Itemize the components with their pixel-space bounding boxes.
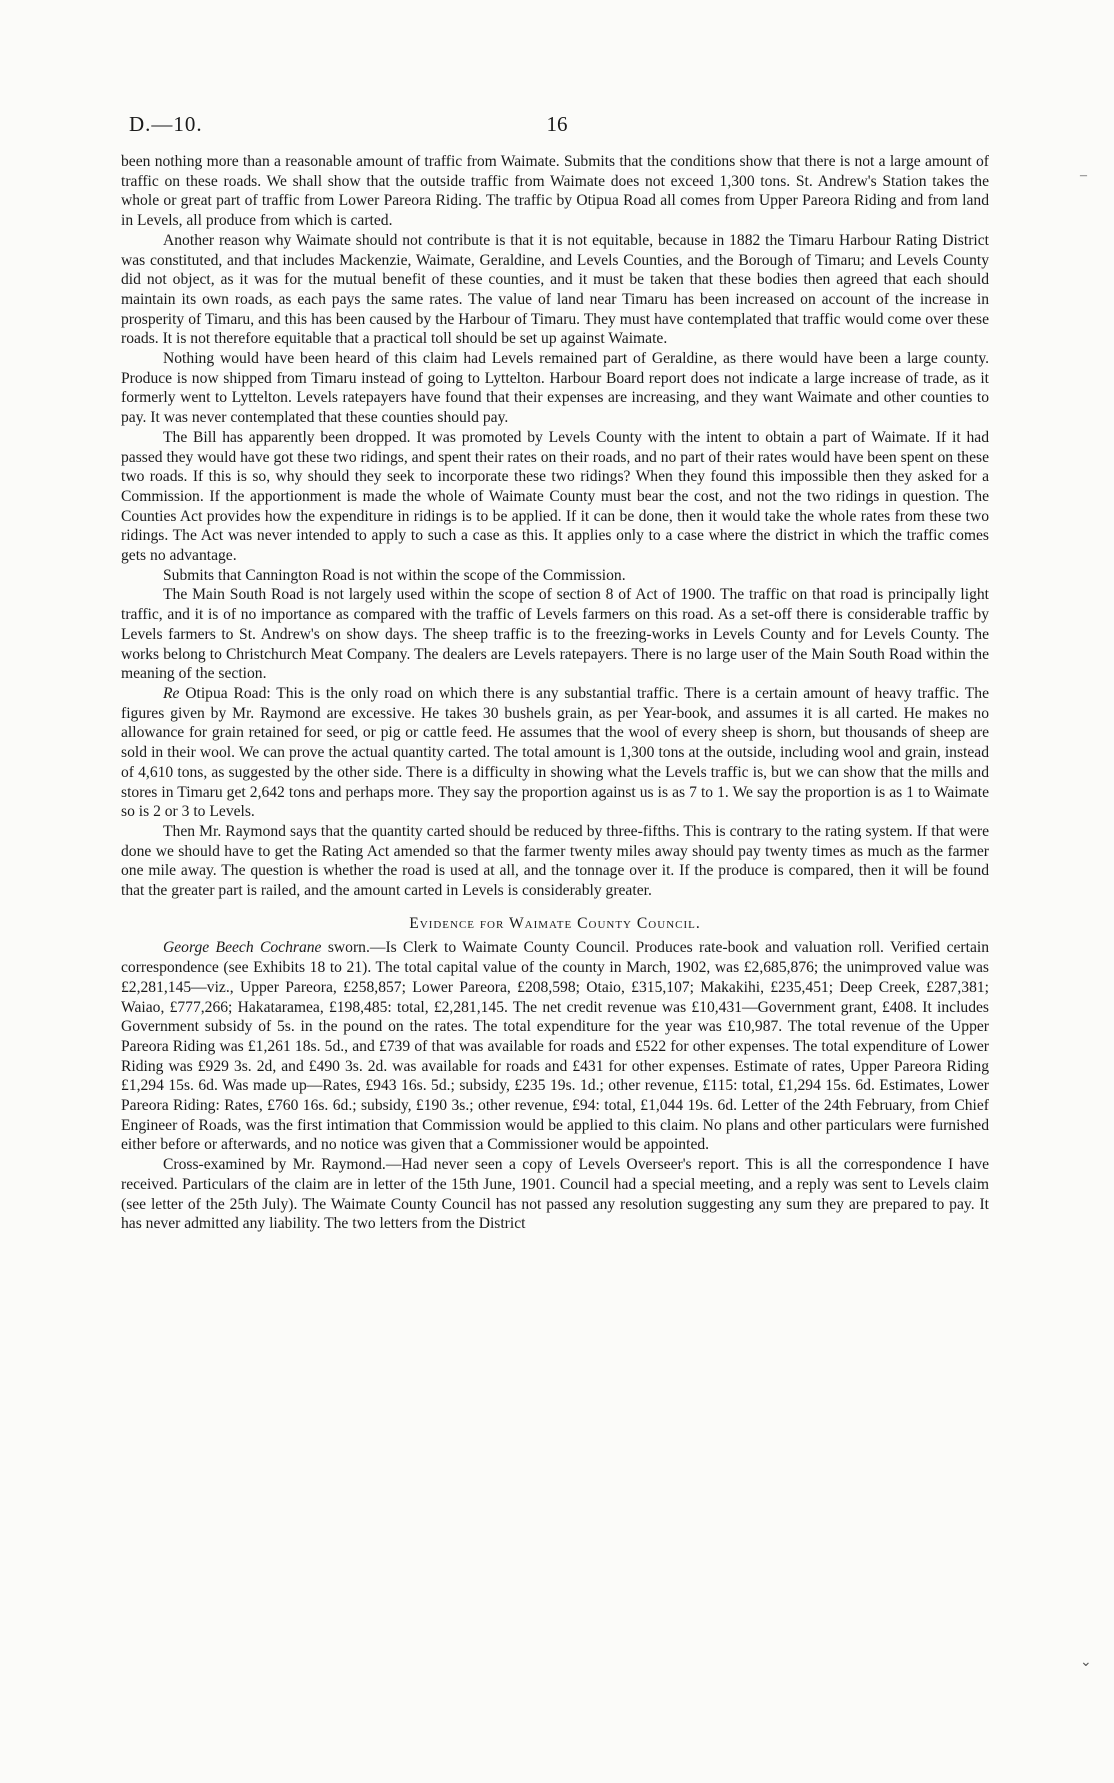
paragraph: Submits that Cannington Road is not within the scope of the Commission. (163, 566, 626, 584)
paragraph: been nothing more than a reasonable amount of traffic from Waimate. Submits that the conditions show that there is not a large amount of traffic on these roads. We shall show that the outside traffic from Waimate does not exceed 1,300 tons. St. Andrew's Station takes the whole or great part of traffic from Lower Pareora Riding. The traffic by Otipua Road all comes from Upper Pareora Riding and from land in Levels, all produce from which is carted. (121, 153, 989, 230)
paragraph: Another reason why Waimate should not contribute is that it is not equitable, because in 1882 the Timaru Harbour Rating District was constituted, and that includes Mackenzie, Waimate, Geraldine, and Levels Counties, and the Borough of Timaru; and Levels County did not object, as it was for the mutual benefit of these counties, and it must be taken that these bodies then agreed that each should maintain its own roads, as each pays the same rates. The value of land near Timaru has been increased on account of the increase in prosperity of Timaru, and this has been caused by the Harbour of Timaru. They must have contemplated that traffic would come over these roads. It is not therefore equitable that a practical toll should be set up against Waimate. (121, 231, 989, 348)
otipua-text: Otipua Road: This is the only road on which there is any substantial traffic. There is a certain amount of heavy traffic. The figures given by Mr. Raymond are excessive. He takes 30 bushels grain, as per Year-book, and assumes it is all carted. He makes no allowance for grain retained for seed, or pig or cattle feed. He assumes that the wool of every sheep is shorn, but thousands of sheep are sold in their wool. We can prove the actual quantity carted. The total amount is 1,300 tons at the outside, including wool and grain, instead of 4,610 tons, as suggested by the other side. There is a difficulty in showing what the Levels traffic is, but we can show that the mills and stores in Timaru get 2,642 tons and perhaps more. They say the proportion against us is as 7 to 1. We say the proportion is as 1 to Waimate so is 2 or 3 to Levels. (121, 684, 989, 821)
section-heading: Evidence for Waimate County Council. (409, 914, 701, 932)
paragraph: Cross-examined by Mr. Raymond.—Had never seen a copy of Levels Overseer's report. This is all the correspondence I have received. Particulars of the claim are in letter of the 15th June, 1901. Council had a special meeting, and a reply was sent to Levels claim (see letter of the 25th July). The Waimate County Council has not passed any resolution suggesting any sum they are prepared to pay. It has never admitted any liability. The two letters from the District (121, 1156, 989, 1233)
paragraph-otipua (121, 684, 989, 822)
margin-mark: ⌄ (1080, 1655, 1092, 1670)
paragraph: Then Mr. Raymond says that the quantity carted should be reduced by three-fifths. This is contrary to the rating system. If that were done we should have to get the Rating Act amended so that the farmer twenty miles away should pay twenty times as much as the farmer one mile away. The question is whether the road is used at all, and the tonnage over it. If the produce is compared, then it will be found that the greater part is railed, and the amount carted in Levels is considerably greater. (121, 822, 989, 900)
cochrane-text: sworn.—Is Clerk to Waimate County Council. Produces rate-book and valuation roll. Verified certain correspondence (see Exhibits 18 to 21). The total capital value of the county in March, 1902, was £2,685,876; the unimproved value was £2,281,145—viz., Upper Pareora, £258,857; Lower Pareora, £208,598; Otaio, £315,107; Makakihi, £235,451; Deep Creek, £287,381; Waiao, £777,266; Hakataramea, £198,485: total, £2,281,145. The net credit revenue was £10,431—Government grant, £408. It includes Government subsidy of 5s. in the pound on the rates. The total expenditure for the year was £10,987. The total revenue of the Upper Pareora Riding was £1,261 18s. 5d., and £739 of that was available for roads and £522 for other expenses. The total expenditure of Lower Riding was £929 3s. 2d, and £490 3s. 2d. was available for roads and £431 for other expenses. Estimate of rates, Upper Pareora Riding £1,294 15s. 6d. Was made up—Rates, £943 16s. 5d.; subsidy, £235 19s. 1d.; other revenue, £115: total, £1,294 15s. 6d. Estimates, Lower Pareora Riding: Rates, £760 16s. 6d.; subsidy, £190 3s.; other revenue, £94: total, £1,044 19s. 6d. Letter of the 24th February, from Chief Engineer of Roads, was the first intimation that Commission would be applied to this claim. No plans and other particulars were furnished either before or afterwards, and no notice was given that a Commissioner would be appointed. (121, 939, 989, 1154)
paragraph: The Main South Road is not largely used within the scope of section 8 of Act of 1900. The traffic on that road is principally light traffic, and it is of no importance as compared with the traffic of Levels farmers on this road. As a set-off there is considerable traffic by Levels farmers to St. Andrew's on show days. The sheep traffic is to the freezing-works in Levels County and for Levels County. The works belong to Christchurch Meat Company. The dealers are Levels ratepayers. There is no large user of the Main South Road within the meaning of the section. (121, 586, 989, 683)
document-reference: D.—10. (129, 112, 203, 136)
paragraph-cochrane (121, 938, 989, 1155)
paragraph: The Bill has apparently been dropped. It was promoted by Levels County with the intent to obtain a part of Waimate. If it had passed they would have got these two ridings, and spent their rates on their roads, and no part of their rates would have been spent on these two roads. If this is so, why should they seek to incorporate these two ridings? When they found this impossible then they asked for a Commission. If the apportionment is made the whole of Waimate County must bear the cost, and not the two ridings in question. The Counties Act provides how the expenditure in ridings is to be applied. If it can be done, then it would take the whole rates from these two ridings. The Act was never intended to apply to such a case as this. It applies only to a case where the district in which the traffic comes gets no advantage. (121, 428, 989, 565)
witness-name: George Beech Cochrane (163, 939, 322, 957)
paragraph: Nothing would have been heard of this claim had Levels remained part of Geraldine, as there would have been a large county. Produce is now shipped from Timaru instead of going to Lyttelton. Harbour Board report does not indicate a large increase of trade, as it formerly went to Lyttelton. Levels ratepayers have found that their expenses are increasing, and they want Waimate and other counties to pay. It was never contemplated that these counties should pay. (121, 350, 989, 427)
page-number: 16 (546, 112, 568, 136)
document-body (121, 152, 989, 1234)
re-lead: Re (163, 684, 180, 702)
page-header (123, 112, 991, 142)
margin-mark: – (1080, 168, 1087, 183)
